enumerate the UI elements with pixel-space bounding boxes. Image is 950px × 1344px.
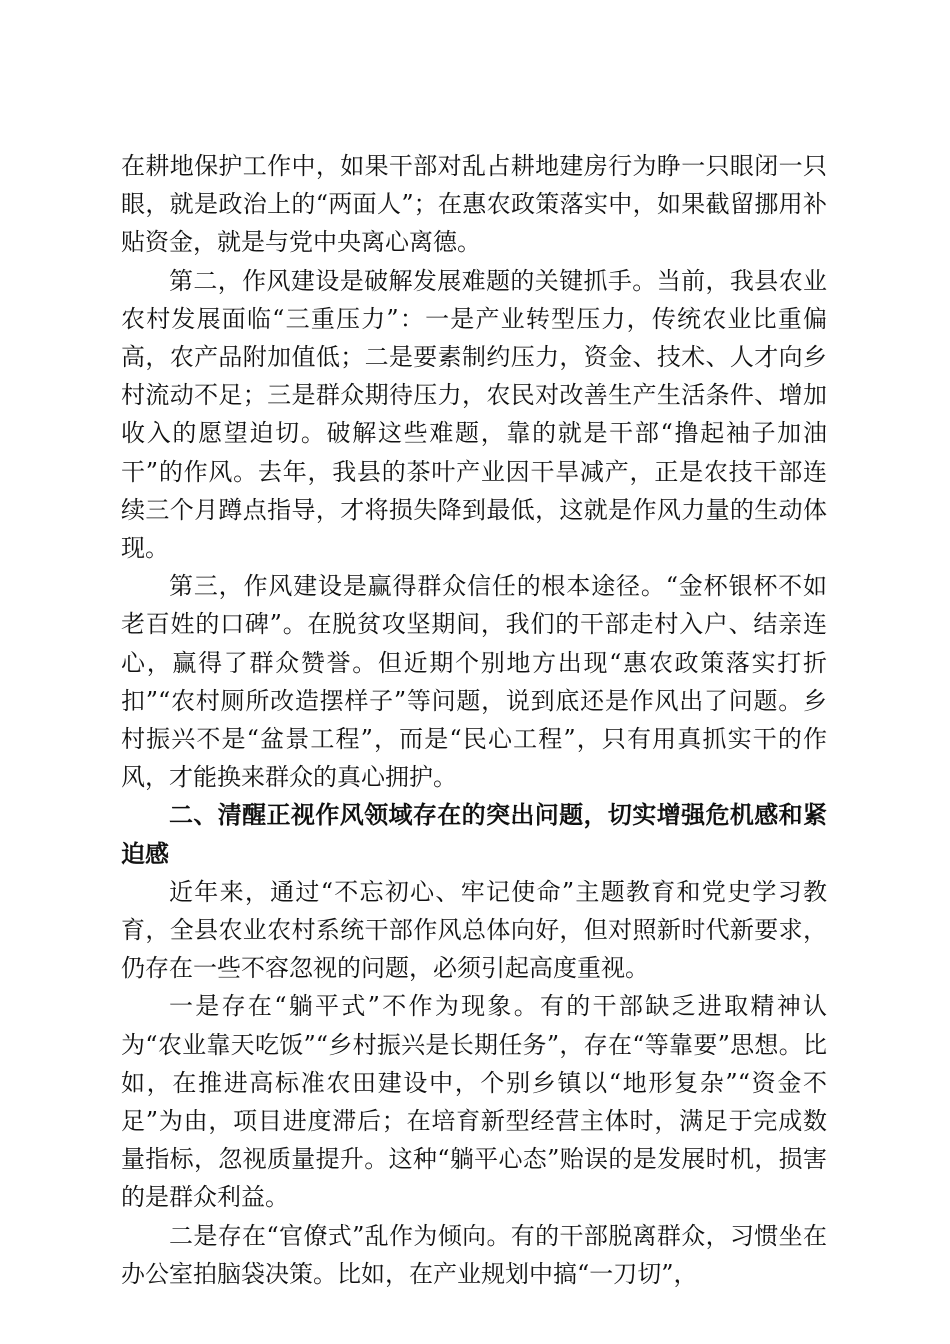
paragraph-point-three: 第三，作风建设是赢得群众信任的根本途径。“金杯银杯不如老百姓的口碑”。在脱贫攻坚期间，我们的干部走村入户、结亲连心，赢得了群众赞誉。但近期个别地方出现“惠农政策落实打折扣”“农村厕所改造摆样子”等问题，说到底还是作风出了问题。乡村振兴不是“盆景工程”，而是“民心工程”，只有用真抓实干的作风，才能换来群众的真心拥护。 [121,572,827,792]
paragraph-problem-two: 二是存在“官僚式”乱作为倾向。有的干部脱离群众，习惯坐在办公室拍脑袋决策。比如，在产业规划中搞“一刀切”， [121,1221,827,1288]
paragraph-continuation: 在耕地保护工作中，如果干部对乱占耕地建房行为睁一只眼闭一只眼，就是政治上的“两面人”；在惠农政策落实中，如果截留挪用补贴资金，就是与党中央离心离德。 [121,152,827,257]
paragraph-point-two: 第二，作风建设是破解发展难题的关键抓手。当前，我县农业农村发展面临“三重压力”：一是产业转型压力，传统农业比重偏高，农产品附加值低；二是要素制约压力，资金、技术、人才向乡村流动不足；三是群众期待压力，农民对改善生产生活条件、增加收入的愿望迫切。破解这些难题，靠的就是干部“撸起袖子加油干”的作风。去年，我县的茶叶产业因干旱减产，正是农技干部连续三个月蹲点指导，才将损失降到最低，这就是作风力量的生动体现。 [121,266,827,563]
paragraph-section-intro: 近年来，通过“不忘初心、牢记使命”主题教育和党史学习教育，全县农业农村系统干部作风总体向好，但对照新时代新要求，仍存在一些不容忽视的问题，必须引起高度重视。 [121,877,827,983]
section-heading-two: 二、清醒正视作风领域存在的突出问题，切实增强危机感和紧迫感 [121,801,827,868]
document-body [121,147,827,1293]
paragraph-problem-one: 一是存在“躺平式”不作为现象。有的干部缺乏进取精神认为“农业靠天吃饭”“乡村振兴是长期任务”，存在“等靠要”思想。比如，在推进高标准农田建设中，个别乡镇以“地形复杂”“资金不足”为由，项目进度滞后；在培育新型经营主体时，满足于完成数量指标，忽视质量提升。这种“躺平心态”贻误的是发展时机，损害的是群众利益。 [121,992,827,1212]
